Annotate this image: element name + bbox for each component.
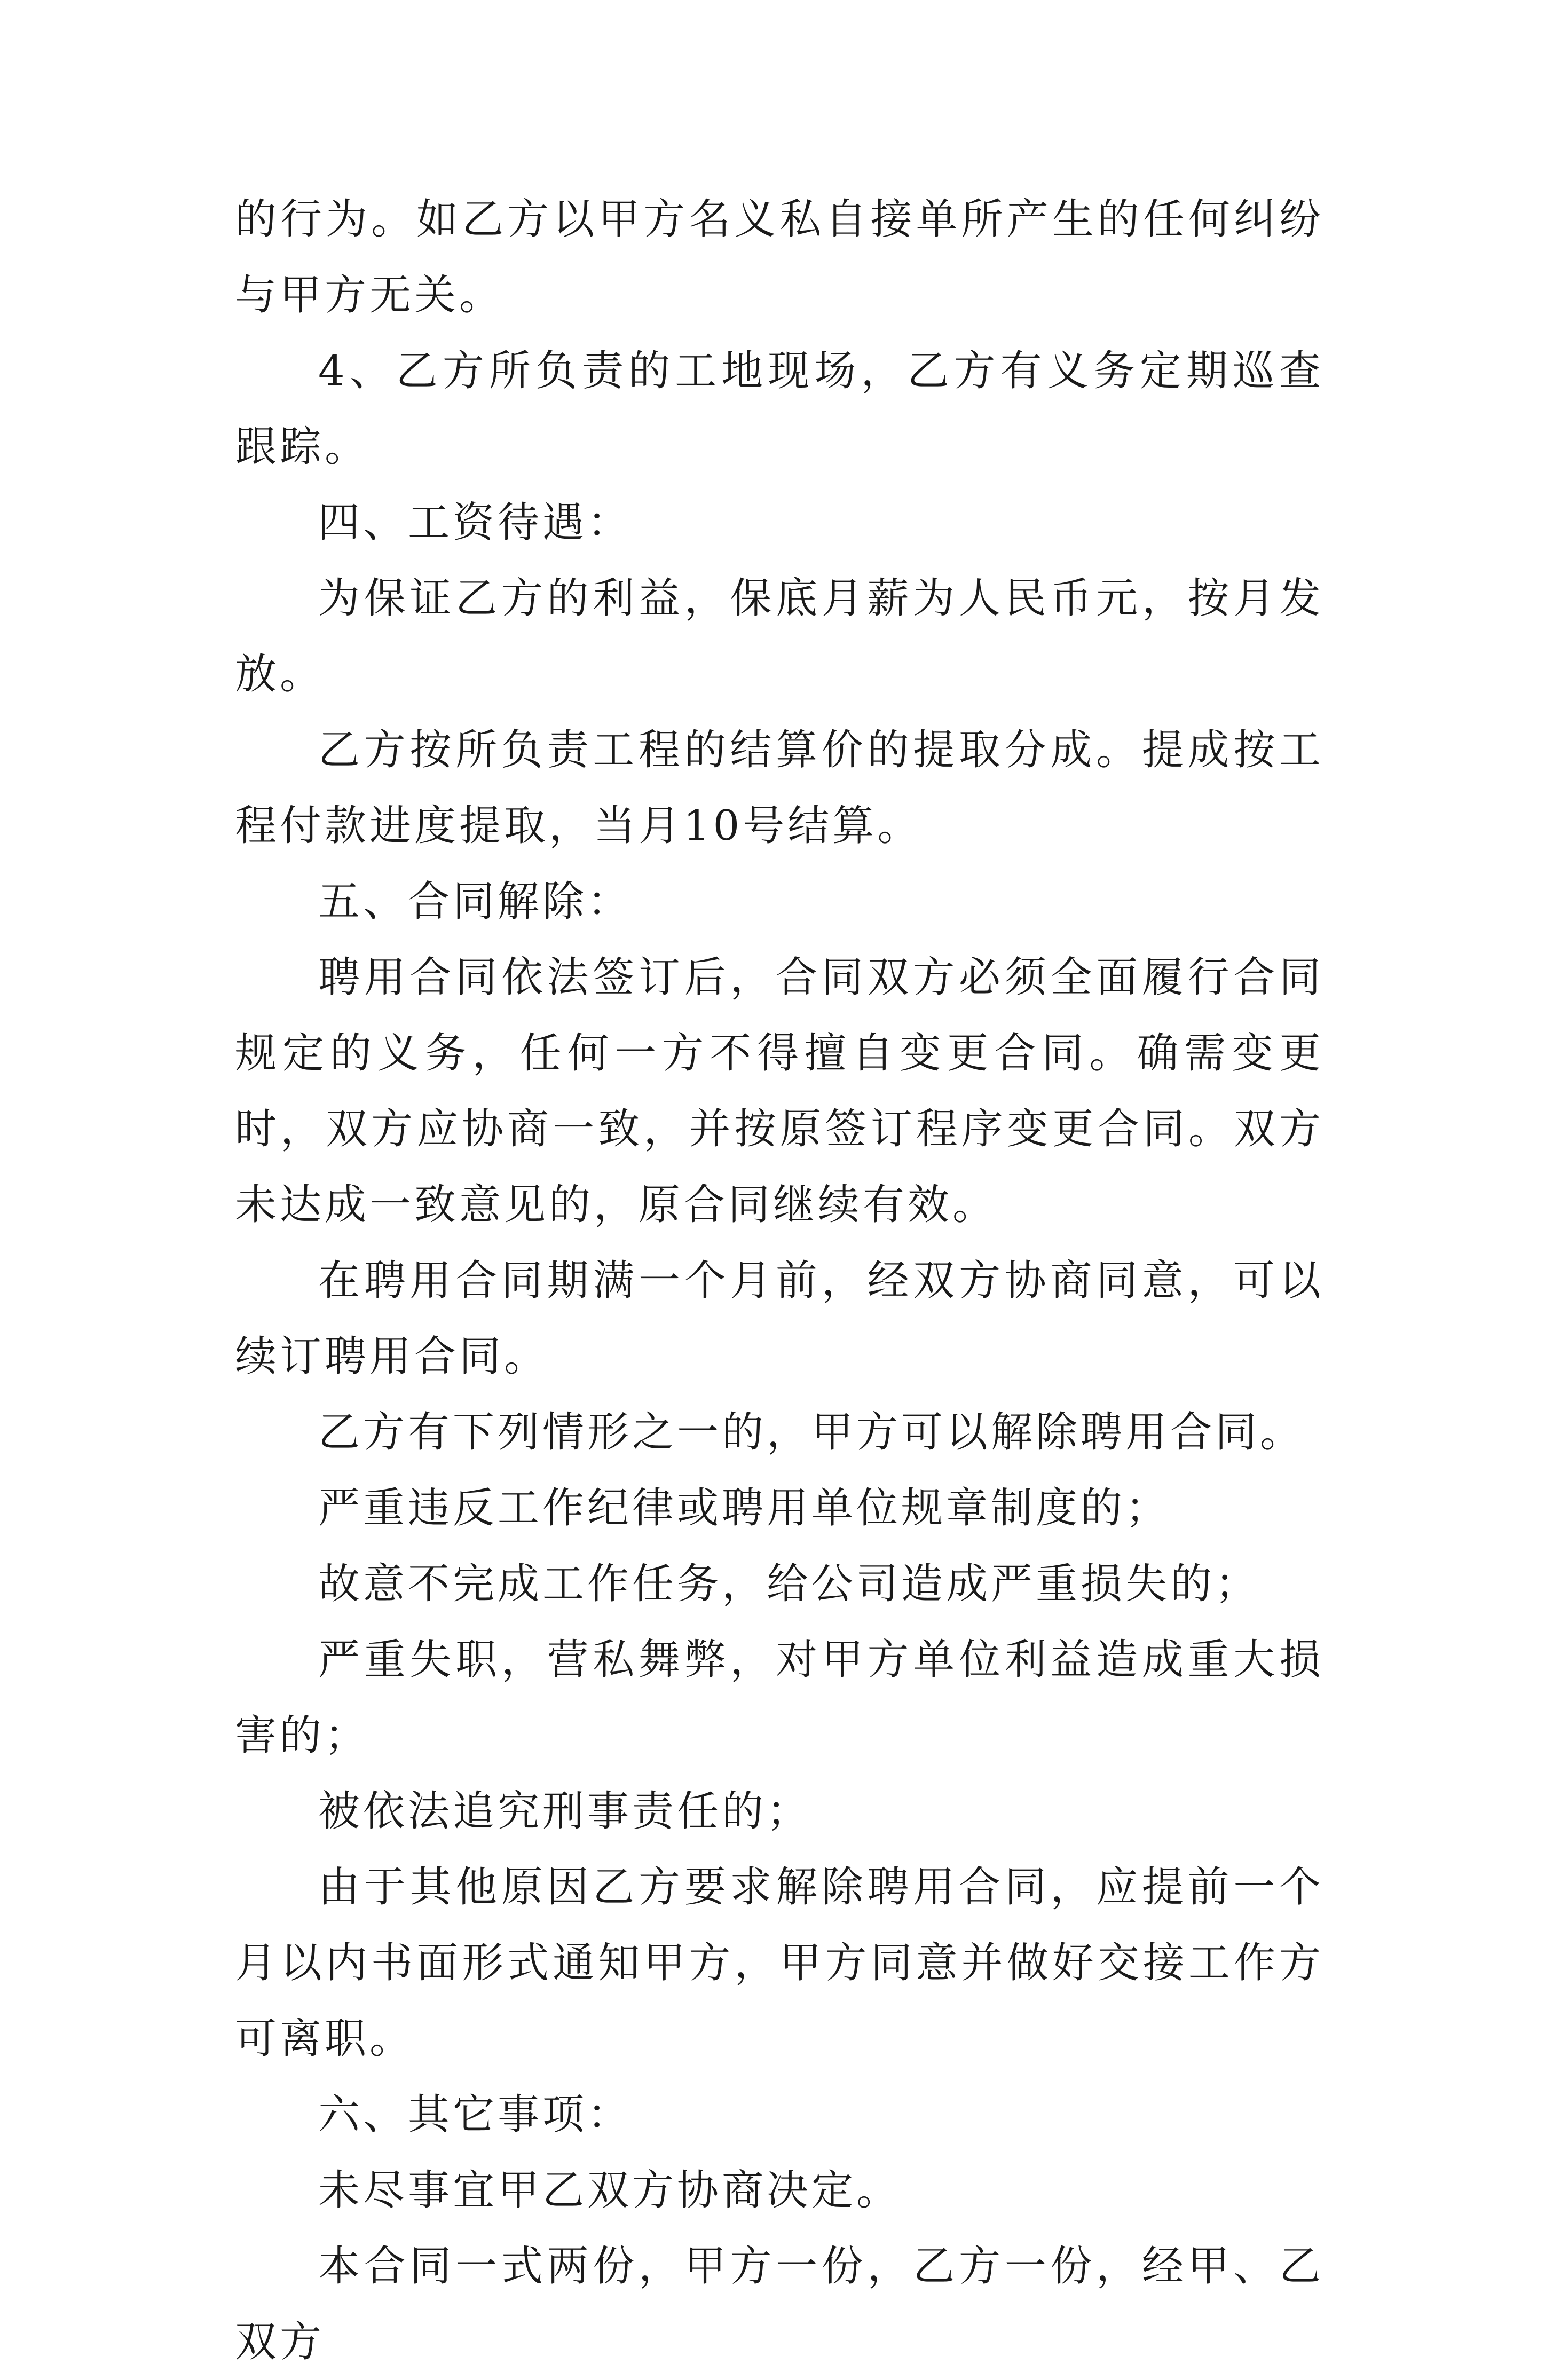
document-body bbox=[235, 182, 1324, 2380]
paragraph-2: 4、乙方所负责的工地现场，乙方有义务定期巡查跟踪。 bbox=[235, 347, 1324, 471]
paragraph-17: 本合同一式两份，甲方一份，乙方一份，经甲、乙双方 bbox=[235, 2242, 1324, 2366]
list-item-4: 被依法追究刑事责任的； bbox=[318, 1787, 812, 1835]
paragraph-8: 在聘用合同期满一个月前，经双方协商同意，可以续订聘用合同。 bbox=[235, 1257, 1324, 1381]
paragraph-16: 未尽事宜甲乙双方协商决定。 bbox=[318, 2166, 902, 2214]
paragraph-4: 为保证乙方的利益，保底月薪为人民币元，按月发放。 bbox=[235, 574, 1324, 698]
section-heading-termination: 五、合同解除： bbox=[318, 878, 633, 926]
paragraph-5: 乙方按所负责工程的结算价的提取分成。提成按工程付款进度提取，当月10号结算。 bbox=[235, 726, 1324, 850]
list-item-3: 严重失职，营私舞弊，对甲方单位利益造成重大损害的； bbox=[235, 1636, 1324, 1760]
paragraph-9: 乙方有下列情形之一的，甲方可以解除聘用合同。 bbox=[318, 1408, 1305, 1456]
paragraph-7: 聘用合同依法签订后，合同双方必须全面履行合同规定的义务，任何一方不得擅自变更合同。确需变更时，双方应协商一致，并按原签订程序变更合同。双方未达成一致意见的，原合同继续有效。 bbox=[235, 953, 1324, 1229]
list-item-1: 严重违反工作纪律或聘用单位规章制度的； bbox=[318, 1484, 1171, 1532]
paragraph-14: 由于其他原因乙方要求解除聘用合同，应提前一个月以内书面形式通知甲方，甲方同意并做好交接工作方可离职。 bbox=[235, 1863, 1324, 2063]
section-heading-wages: 四、工资待遇： bbox=[318, 499, 633, 547]
paragraph-1: 的行为。如乙方以甲方名义私自接单所产生的任何纠纷与甲方无关。 bbox=[235, 195, 1324, 319]
list-item-2: 故意不完成工作任务，给公司造成严重损失的； bbox=[318, 1560, 1260, 1608]
section-heading-other: 六、其它事项： bbox=[318, 2091, 633, 2139]
